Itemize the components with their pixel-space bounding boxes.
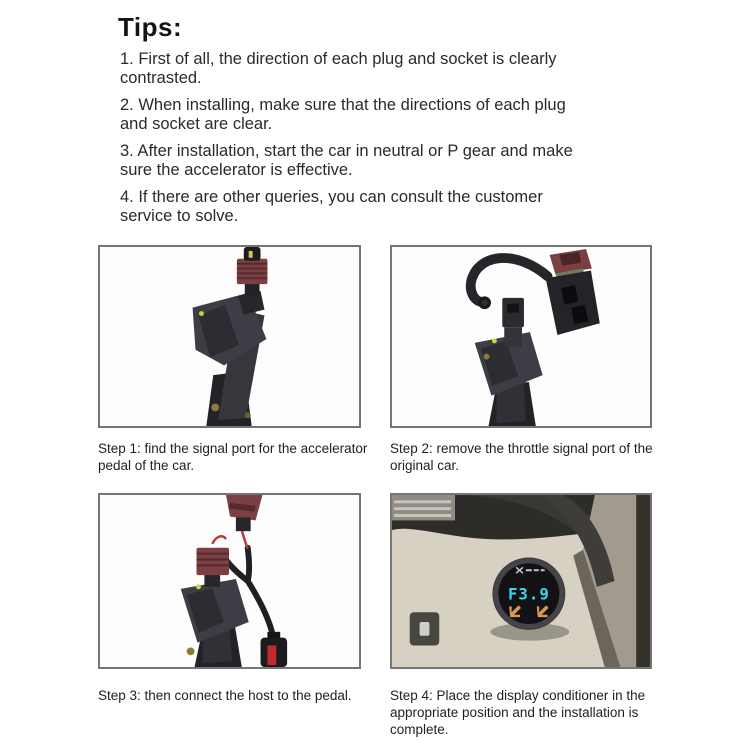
step-3-figure [98, 493, 361, 704]
air-vent [392, 495, 455, 520]
window-switch [410, 612, 440, 645]
step-2-caption: Step 2: remove the throttle signal port of the original car. [390, 441, 653, 473]
tips-list [120, 50, 665, 234]
pedal-with-harness-illustration [100, 495, 359, 667]
tip-item-3: 3. After installation, start the car in neutral or P gear and make sure the accelerator is effective. [120, 142, 573, 179]
step-4-figure [390, 493, 652, 738]
tip-item-2: 2. When installing, make sure that the directions of each plug and socket are clear. [120, 96, 566, 133]
tip-item-4: 4. If there are other queries, you can consult the customer service to solve. [120, 188, 543, 225]
page-title: Tips: [118, 12, 183, 42]
car-dashboard-photo [392, 495, 650, 667]
step-3-caption: Step 3: then connect the host to the pedal. [98, 688, 352, 703]
step-1-figure [98, 245, 368, 474]
step-2-figure [390, 245, 652, 474]
step-1-caption: Step 1: find the signal port for the accelerator pedal of the car. [98, 441, 368, 473]
step-4-image [390, 493, 652, 669]
step-2-image [390, 245, 652, 428]
step-3-image [98, 493, 361, 669]
step-1-image [98, 245, 361, 428]
device-display-readout: F3.9 [507, 584, 550, 604]
tip-item-1: 1. First of all, the direction of each plug and socket is clearly contrasted. [120, 50, 557, 87]
accelerator-pedal-illustration [100, 247, 359, 426]
pedal-connector-removed-illustration [392, 247, 650, 426]
step-4-caption: Step 4: Place the display conditioner in the appropriate position and the installation is complete. [390, 688, 646, 737]
